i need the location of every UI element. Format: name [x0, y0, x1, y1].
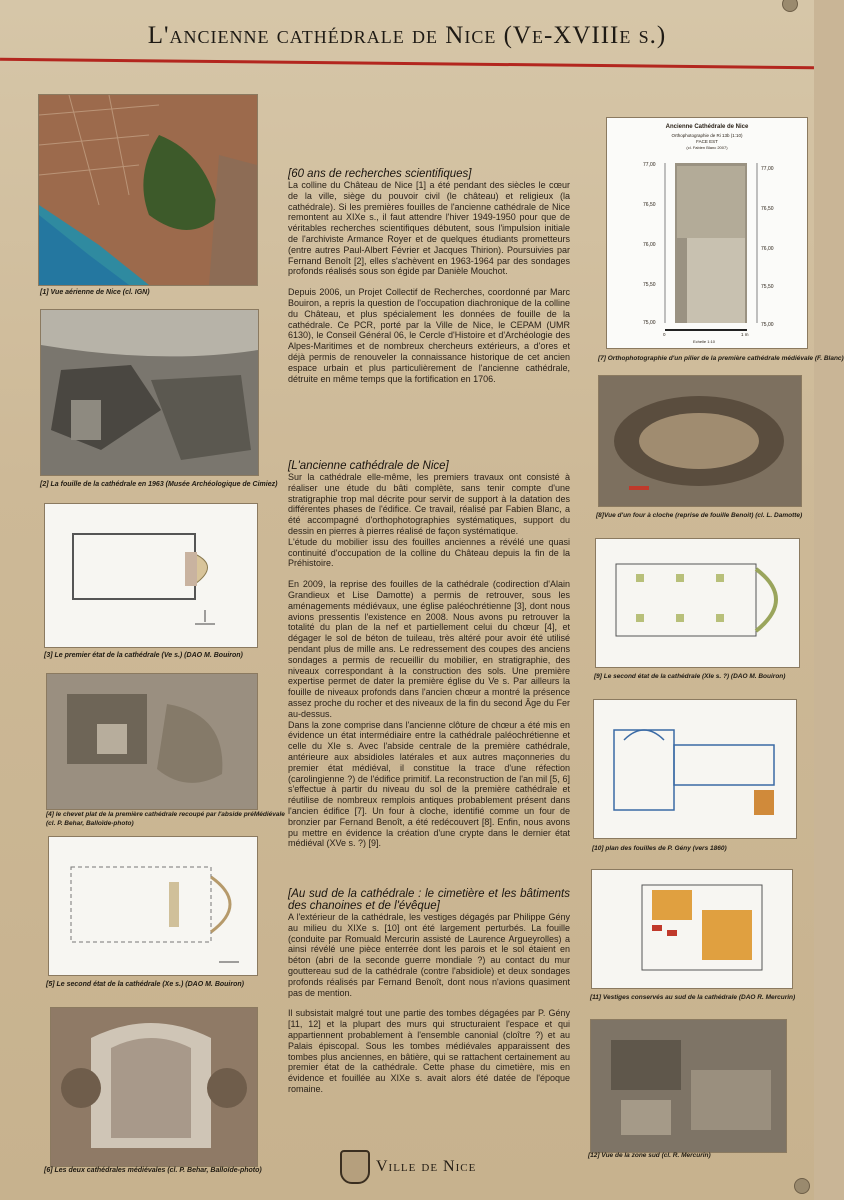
- section-research: [288, 168, 570, 384]
- caption-9: [9] Le second état de la cathédrale (XIe s. ?) (DAO M. Bouiron): [594, 673, 786, 680]
- city-logo: [340, 1150, 476, 1184]
- first-state-plan: [44, 503, 258, 648]
- ortho-tick-right-1: 77,00: [761, 166, 774, 172]
- ortho-tick-right-2: 76,50: [761, 206, 774, 212]
- excavation-1963-photo: [40, 309, 259, 476]
- caption-1: [1] Vue aérienne de Nice (cl. IGN): [40, 289, 150, 296]
- section-research-paragraph-1: La colline du Château de Nice [1] a été pendant des siècles le cœur de la ville, siège du pouvoir civil (le château) et religieux (la cathédrale). Si les premières fouilles de l'ancienne cathédrale de Nice remontent au XIXe s., il faut attendre l'hiver 1949-1950 pour que de véritables recherches scientifiques débutent, sous l'impulsion initiale de l'archiviste Armance Royer et de quelques étudiants prometteurs (entre autres Paul-Albert Février et Jacques Thirion). Poursuivies par Fernand Benoît [2], elles s'achèvent en 1963-1964 par des sondages profonds réalisés sous son égide par Danièle Mouchot.: [288, 180, 570, 277]
- section-south-paragraph-2: Il subsistait malgré tout une partie des tombes dégagées par P. Gény [11, 12] et la plupart des murs qui structuraient l'espace et qui appartiennent probablement à l'ensemble canonial (cloître ?) et au Palais épiscopal. Sous les tombes médiévales apparaissent des tombes plus anciennes, en bâtière, qui se rattachent certainement au premier état de la cathédrale. Cette phase du cimetière, mis en évidence et fouillée au XIXe s. avait alors été datée de l'époque romaine.: [288, 1008, 570, 1094]
- section-south-paragraph-1: A l'extérieur de la cathédrale, les vestiges dégagés par Philippe Gény au milieu du XIXe s. [10] ont été largement perturbés. La fouille (conduite par Romuald Mercurin assisté de Laurence Argueyrolles) a ainsi révélé une pièce enterrée dont les parois et le sol étaient en béton (abri de la seconde guerre mondiale ?) au contact du mur gouttereau sud de la cathédrale (contre l'absidiole) et deux sondages profonds réalisés par Fernand Benoît, dont nous n'avions quasiment pas de mention.: [288, 912, 570, 998]
- caption-5: [5] Le second état de la cathédrale (Xe s.) (DAO M. Bouiron): [46, 981, 244, 988]
- medieval-cathedrals-photo: [50, 1007, 258, 1167]
- section-research-paragraph-2: Depuis 2006, un Projet Collectif de Recherches, coordonné par Marc Bouiron, a repris la question de l'occupation diachronique de la colline du Château, et plus spécialement les données de fouille de la cathédrale. Ce PCR, porté par la Ville de Nice, le CEPAM (UMR 6130), le Conseil Général 06, le Cercle d'Histoire et d'Archéologie des Alpes-Maritimes et de nombreux chercheurs extérieurs, a d'ores et déjà permis de renouveler la connaissance historique de cet ancien espace urbain et plus particulièrement de l'ancienne cathédrale, détruite en même temps que la fortification en 1706.: [288, 287, 570, 384]
- section-research-heading: [60 ans de recherches scientifiques]: [288, 168, 472, 180]
- ortho-tick-right-3: 76,00: [761, 246, 774, 252]
- second-state-plan: [48, 836, 258, 976]
- ortho-tick-right-4: 75,50: [761, 284, 774, 290]
- section-south-heading: [Au sud de la cathédrale : le cimetière et les bâtiments des chanoines et de l'évêque]: [288, 888, 570, 912]
- city-logo-text: Ville de Nice: [376, 1158, 477, 1175]
- second-state-xi-plan: [595, 538, 800, 668]
- ortho-face: FACE EST: [696, 139, 718, 144]
- section-cathedral-heading: [L'ancienne cathédrale de Nice]: [288, 460, 449, 472]
- bell-kiln-photo: [598, 375, 802, 507]
- section-south: [288, 888, 570, 1095]
- ortho-tick-left-1: 77,00: [643, 162, 656, 168]
- orthophoto-panel: [606, 117, 808, 349]
- caption-10: [10] plan des fouilles de P. Gény (vers 1860): [592, 845, 727, 852]
- ortho-tick-left-2: 76,50: [643, 202, 656, 208]
- south-zone-photo: [590, 1019, 787, 1153]
- section-cathedral-paragraph-3: En 2009, la reprise des fouilles de la cathédrale (codirection d'Alain Grandieux et Lise Damotte) a permis de retrouver, sous les aménagements médiévaux, une église paléochrétienne [3], dont nous avions pressentis l'existence en 2008. Nous avons pu retrouver la totalité du plan de la nef et partiellement celui du chœur [4], et dégager le sol de béton de tuileau, très altéré pour avoir été utilisé pendant plus de mille ans. Le redressement des coupes des anciens sondages a permis de recueillir du mobilier, en stratigraphie, des niveaux correspondant à la construction des sols. Une première expertise permet de dater la première église du Ve s. Par ailleurs la fouille de niveaux profonds dans l'ancien chœur a montré la présence assez proche du rocher et des niveaux de la fin du second Âge du Fer au-dessus.: [288, 579, 570, 719]
- caption-4b: (cl. P. Behar, Balloïde-photo): [46, 820, 134, 827]
- ortho-scale-end: 1 m: [741, 332, 749, 337]
- caption-6: [6] Les deux cathédrales médiévales (cl. P. Behar, Balloïde-photo): [44, 1167, 262, 1174]
- ortho-scale-label: Echelle 1:10: [693, 339, 716, 344]
- section-cathedral-paragraph-4: Dans la zone comprise dans l'ancienne clôture de chœur a été mis en évidence un état intermédiaire entre la cathédrale paléochrétienne et celle du XIe s. Avec l'abside centrale de la première cathédrale, antérieure aux absidioles latérales et aux autres maçonneries du premier état médiéval, il constitue la trace d'une réfection (carolingienne ?) de l'édifice primitif. La reconstruction de l'an mil [5, 6] s'effectue à partir du niveau du sol de la première cathédrale et réutilise de nombreux remplois antiques probablement présent dans l'ancien édifice [7]. Un four à cloche, identifié comme un four de bronzier par Fernand Benoît, a été redécouvert [8]. Enfin, nous avons pu mettre en évidence la création d'une crypte dans le dernier état médiéval (XVe s. ?) [9].: [288, 719, 570, 849]
- city-crest-icon: [340, 1150, 370, 1184]
- ortho-tick-left-4: 75,50: [643, 282, 656, 288]
- aerial-photo: [38, 94, 258, 286]
- ortho-scale-start: 0: [663, 332, 666, 337]
- ortho-tick-right-5: 75,00: [761, 322, 774, 328]
- flat-chevet-photo: [46, 673, 258, 810]
- page-title: L'ancienne cathédrale de Nice (Ve-XVIIIe s.): [147, 22, 667, 49]
- section-cathedral: [288, 460, 570, 849]
- caption-12: [12] Vue de la zone sud (cl. R. Mercurin): [588, 1152, 711, 1159]
- ortho-title: Ancienne Cathédrale de Nice: [665, 124, 749, 130]
- ortho-subtitle: Orthophotographie de Ri 13b (1:10): [671, 133, 743, 138]
- screw-bottom-right: [794, 1178, 810, 1194]
- section-cathedral-paragraph-1: Sur la cathédrale elle-même, les premiers travaux ont consisté à réaliser une étude du bâti complète, sans tenir compte d'une stratigraphie trop mal décrite pour servir de support à la datation des différentes phases de l'édifice. Ce travail, réalisé par Fabien Blanc, a été accompagné d'orthophotographies systématiques, support du dessin en pierres à pierres réalisé de façon systématique.: [288, 472, 570, 536]
- caption-3: [3] Le premier état de la cathédrale (Ve s.) (DAO M. Bouiron): [44, 652, 243, 659]
- geny-excavation-plan: [593, 699, 797, 839]
- caption-11: [11] Vestiges conservés au sud de la cathédrale (DAO R. Mercurin): [590, 994, 796, 1001]
- caption-7: [7] Orthophotographie d'un pilier de la première cathédrale médiévale (F. Blanc): [598, 355, 844, 362]
- ortho-tick-left-5: 75,00: [643, 320, 656, 326]
- caption-4a: [4] le chevet plat de la première cathédrale recoupé par l'abside préMédiévale: [46, 811, 285, 818]
- south-remains-plan: [591, 869, 793, 989]
- ortho-tick-left-3: 76,00: [643, 242, 656, 248]
- ortho-credit: (cl. Fabien Blanc 2007): [686, 145, 728, 150]
- caption-2: [2] La fouille de la cathédrale en 1963 (Musée Archéologique de Cimiez): [40, 481, 278, 488]
- caption-8: [8]Vue d'un four à cloche (reprise de fouille Benoit) (cl. L. Damotte): [596, 512, 803, 519]
- section-cathedral-paragraph-2: L'étude du mobilier issu des fouilles anciennes a révélé une quasi continuité d'occupation de la colline du Château depuis la fin de la Préhistoire.: [288, 536, 570, 569]
